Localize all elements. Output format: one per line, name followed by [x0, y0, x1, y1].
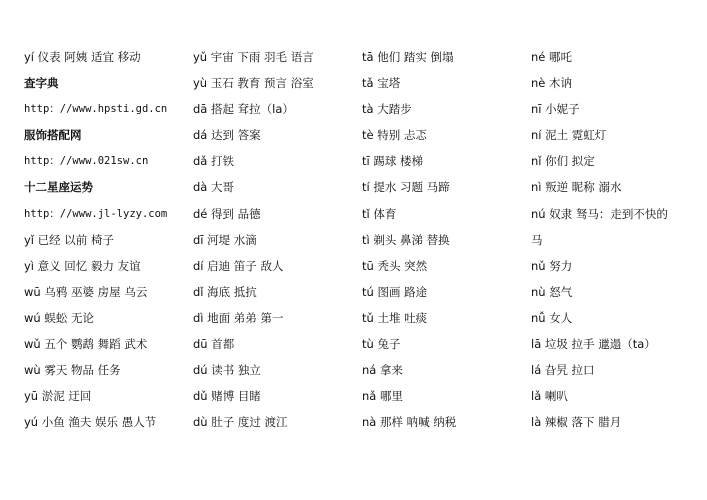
entry-line: yū 淤泥 迂回 — [24, 389, 92, 404]
column-4 — [531, 44, 701, 435]
entry-line: ná 拿来 — [362, 363, 403, 378]
entry-line: nì 叛逆 昵称 溺水 — [531, 180, 622, 195]
entry-line: tú 图画 路途 — [362, 284, 428, 299]
entry-line: dǔ 赌博 目睹 — [193, 389, 261, 404]
entry-line: dá 达到 答案 — [193, 128, 261, 143]
entry-line: yú 小鱼 渔夫 娱乐 愚人节 — [24, 415, 157, 430]
entry-line: yǐ 已经 以前 椅子 — [24, 232, 114, 247]
entry-line: lā 垃圾 拉手 邋遢（ta） — [531, 337, 656, 352]
entry-line: dì 地面 弟弟 第一 — [193, 310, 284, 325]
column-3 — [362, 44, 532, 435]
entry-line: tì 剃头 鼻涕 替换 — [362, 232, 450, 247]
entry-line: tà 大踏步 — [362, 102, 412, 117]
entry-line: nǚ 女人 — [531, 310, 573, 325]
entry-line: yì 意义 回忆 毅力 友谊 — [24, 258, 141, 273]
entry-line: wú 蜈蚣 无论 — [24, 310, 95, 325]
entry-line: wǔ 五个 鹦鹉 舞蹈 武术 — [24, 337, 148, 352]
entry-line: tù 兔子 — [362, 337, 401, 352]
entry-line: 马 — [531, 232, 543, 247]
column-1 — [24, 44, 194, 435]
entry-line: tǐ 体育 — [362, 206, 397, 221]
entry-line: dū 首都 — [193, 337, 235, 352]
entry-line: dā 搭起 耷拉（la） — [193, 102, 294, 117]
entry-line: tǔ 土堆 吐痰 — [362, 310, 428, 325]
entry-line: yǔ 宇宙 下雨 羽毛 语言 — [193, 50, 314, 64]
entry-line: nù 怒气 — [531, 284, 573, 299]
entry-line: tè 特别 忐忑 — [362, 128, 427, 143]
entry-line: nǔ 努力 — [531, 258, 573, 273]
entry-line: tǎ 宝塔 — [362, 76, 401, 91]
entry-line: tā 他们 踏实 倒塌 — [362, 50, 454, 64]
entry-line: wū 乌鸦 巫婆 房屋 乌云 — [24, 284, 148, 299]
entry-line: ní 泥土 霓虹灯 — [531, 128, 607, 143]
entry-line: dù 肚子 度过 渡江 — [193, 415, 288, 430]
entry-line: dé 得到 品德 — [193, 206, 261, 221]
entry-line: dú 读书 独立 — [193, 363, 261, 378]
heading-text: 查字典 — [24, 76, 59, 91]
entry-line: nǎ 哪里 — [362, 389, 403, 404]
link-text: http：//www.hpsti.gd.cn — [24, 103, 168, 116]
entry-line: tí 提水 习题 马蹄 — [362, 180, 450, 195]
entry-line: nī 小妮子 — [531, 102, 580, 117]
link-text: http：//www.021sw.cn — [24, 155, 149, 168]
column-2 — [193, 44, 363, 435]
entry-line: tī 踢球 楼梯 — [362, 154, 424, 169]
entry-line: nǐ 你们 拟定 — [531, 154, 595, 169]
entry-line: lá 旮旯 拉口 — [531, 363, 595, 378]
entry-line: yù 玉石 教育 预言 浴室 — [193, 76, 314, 91]
entry-line: là 辣椒 落下 腊月 — [531, 415, 622, 430]
link-text: http：//www.jl-lyzy.com — [24, 207, 168, 220]
entry-line: dǐ 海底 抵抗 — [193, 284, 257, 299]
entry-line: dà 大哥 — [193, 180, 235, 195]
entry-line: dǎ 打铁 — [193, 154, 235, 169]
entry-line: nà 那样 呐喊 纳税 — [362, 415, 457, 430]
entry-line: lǎ 喇叭 — [531, 389, 568, 404]
entry-line: nú 奴隶 驽马：走到不快的 — [531, 206, 668, 221]
entry-line: nè 木讷 — [531, 76, 573, 91]
heading-text: 服饰搭配网 — [24, 128, 82, 143]
entry-line: wù 雾天 物品 任务 — [24, 363, 121, 378]
entry-line: né 哪吒 — [531, 50, 573, 64]
entry-line: dī 河堤 水滴 — [193, 232, 257, 247]
heading-text: 十二星座运势 — [24, 180, 93, 195]
entry-line: dí 启迪 笛子 敌人 — [193, 258, 284, 273]
entry-line: yí 仪表 阿姨 适宜 移动 — [24, 50, 141, 64]
entry-line: tū 秃头 突然 — [362, 258, 428, 273]
